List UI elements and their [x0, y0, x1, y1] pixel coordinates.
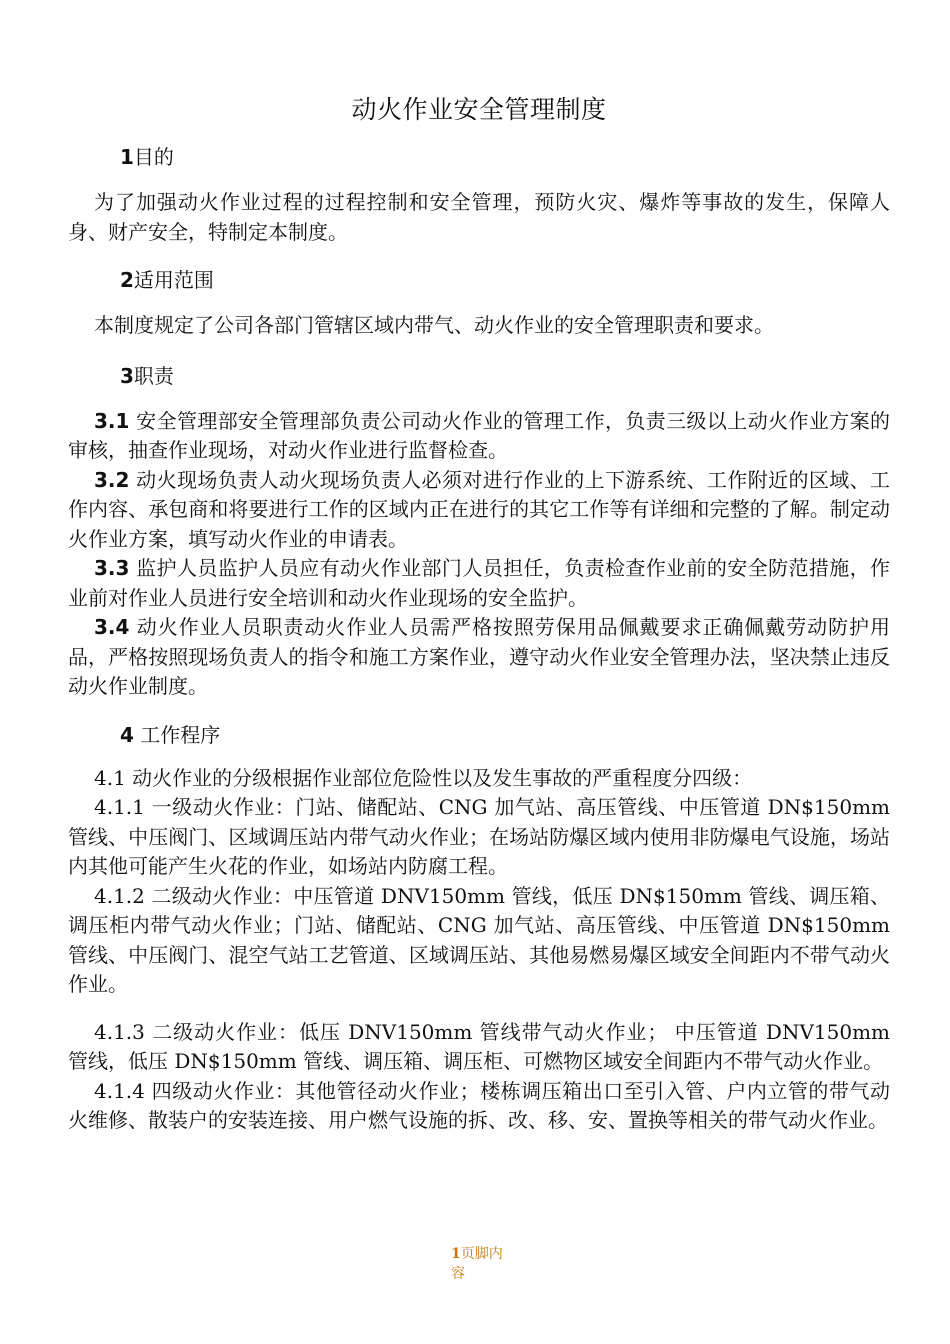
section-number: 2: [120, 268, 134, 292]
item-text: 监护人员监护人员应有动火作业部门人员担任，负责检查作业前的安全防范措施，作业前对作业人员进行安全培训和动火作业现场的安全监护。: [68, 556, 890, 610]
item-text: 一级动火作业：门站、储配站、CNG 加气站、高压管线、中压管道 DN$150mm 管线、中压阀门、区域调压站内带气动火作业；在场站防爆区域内使用非防爆电气设施，场站内其他可能产生火花的作业，如场站内防腐工程。: [68, 795, 890, 878]
item-number: 3.1: [94, 408, 130, 433]
document-title: 动火作业安全管理制度: [351, 95, 607, 124]
item-text: 动火现场负责人动火现场负责人必须对进行作业的上下游系统、工作附近的区域、工作内容、承包商和将要进行工作的区域内正在进行的其它工作等有详细和完整的了解。制定动火作业方案，填写动火作业的申请表。: [68, 467, 890, 551]
section-title: 工作程序: [133, 722, 221, 747]
scope-paragraph: 本制度规定了公司各部门管辖区域内带气、动火作业的安全管理职责和要求。: [94, 313, 774, 337]
section-title: 职责: [133, 363, 174, 388]
procedure-paragraph: [68, 882, 890, 1000]
item-number: 3.4: [94, 615, 130, 639]
section-heading-purpose: [68, 142, 890, 172]
procedure-paragraph: [68, 1018, 890, 1077]
procedure-paragraph: [68, 764, 890, 794]
item-number: 3.2: [94, 467, 130, 492]
document-page: [68, 88, 890, 1136]
item-text: 动火作业的分级根据作业部位危险性以及发生事故的严重程度分四级：: [125, 765, 753, 790]
section-number: 4: [120, 722, 134, 747]
item-number: 4.1: [94, 765, 126, 790]
section-number: 3: [120, 363, 134, 388]
section-title: 目的: [133, 145, 174, 169]
duty-paragraph: [68, 613, 890, 702]
section-heading-scope: [68, 265, 890, 295]
item-text: 四级动火作业：其他管径动火作业；楼栋调压箱出口至引入管、户内立管的带气动火维修、散装户的安装连接、用户燃气设施的拆、改、移、安、置换等相关的带气动火作业。: [68, 1078, 890, 1132]
item-number: 4.1.4: [94, 1078, 145, 1103]
footer-text: 页脚内容: [451, 1246, 503, 1282]
page-number: 1: [451, 1246, 461, 1262]
duty-paragraph: [68, 554, 890, 613]
page-footer: [451, 1244, 511, 1284]
item-number: 4.1.2: [94, 883, 145, 908]
duty-paragraph: [68, 466, 890, 555]
item-number: 4.1.3: [94, 1019, 145, 1044]
section-title: 适用范围: [133, 268, 214, 292]
item-text: 二级动火作业：低压 DNV150mm 管线带气动火作业； 中压管道 DNV150mm 管线，低压 DN$150mm 管线、调压箱、调压柜、可燃物区域安全间距内不带气动火作业。: [68, 1019, 890, 1073]
purpose-paragraph: 为了加强动火作业过程的过程控制和安全管理，预防火灾、爆炸等事故的发生，保障人身、财产安全，特制定本制度。: [68, 190, 890, 244]
item-number: 3.3: [94, 556, 130, 580]
procedure-paragraph: [68, 1077, 890, 1136]
item-number: 4.1.1: [94, 795, 145, 819]
section-heading-procedure: [68, 720, 890, 750]
item-text: 二级动火作业：中压管道 DNV150mm 管线，低压 DN$150mm 管线、调压箱、调压柜内带气动火作业；门站、储配站、CNG 加气站、高压管线、中压管道 DN$150mm 管线、中压阀门、混空气站工艺管道、区域调压站、其他易燃易爆区域安全间距内不带气动火作业。: [68, 883, 890, 996]
section-heading-duties: [68, 361, 890, 391]
procedure-paragraph: [68, 793, 890, 882]
duty-paragraph: [68, 407, 890, 466]
item-text: 动火作业人员职责动火作业人员需严格按照劳保用品佩戴要求正确佩戴劳动防护用品，严格按照现场负责人的指令和施工方案作业，遵守动火作业安全管理办法，坚决禁止违反动火作业制度。: [68, 615, 890, 698]
section-number: 1: [120, 145, 134, 169]
item-text: 安全管理部安全管理部负责公司动火作业的管理工作，负责三级以上动火作业方案的审核，抽查作业现场，对动火作业进行监督检查。: [68, 408, 890, 462]
